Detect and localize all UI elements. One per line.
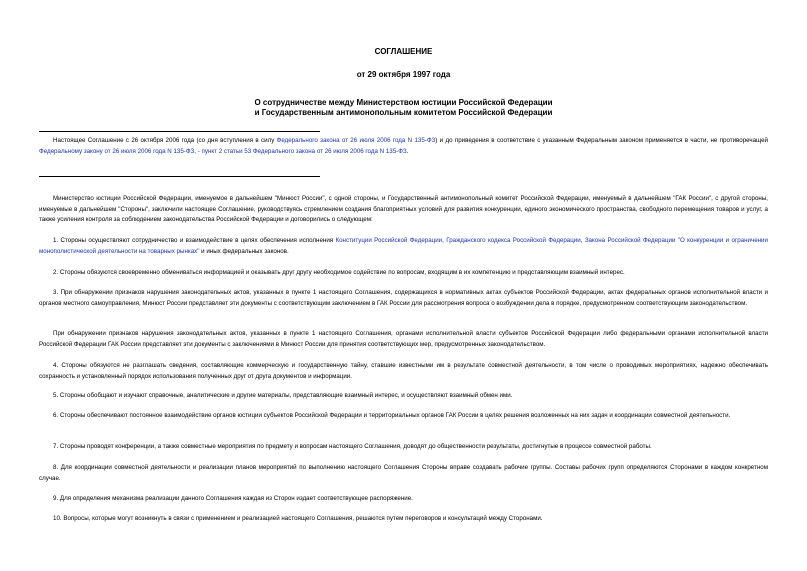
editorial-note xyxy=(39,136,768,157)
separator: , xyxy=(442,237,447,244)
paragraph-4: 4. Стороны обязуются не разглашать сведения, составляющие коммерческую и государственную тайну, ставшие известными им в результате совместной деятельности, в том числе о проводимых мероприятиях, надежно обеспечивать сохранность и установленный порядок использования полученных друг от друга документов и информации. xyxy=(39,362,768,380)
paragraph-6: 6. Стороны обеспечивают постоянное взаимодействие органов юстиции субъектов Российской Федерации и территориальных органов ГАК России в целях решения возложенных на них задач и координации совместной деятельности. xyxy=(53,412,731,419)
paragraph-3: 3. При обнаружении признаков нарушения законодательных актов, указанных в пункте 1 настоящего Соглашения, содержащихся в нормативных актах субъектов Российской Федерации, актах федеральных органов исполнительной власти и органов местного самоуправления, Минюст России представляет эти документы с соответствующим заключением в ГАК России для рассмотрения вопроса о возбуждении дела в порядке, предусмотренном соответствующим законодательством. xyxy=(39,289,768,307)
paragraph-8: 8. Для координации совместной деятельности и реализации планов мероприятий по выполнению настоящего Соглашения Стороны вправе создавать рабочие группы. Составы рабочих групп определяются Сторонами в каждом конкретном случае. xyxy=(39,464,768,482)
separator: , xyxy=(580,237,585,244)
paragraph-1 xyxy=(39,236,768,257)
paragraph-1-text-2: и иных федеральных законов. xyxy=(199,247,289,255)
document-title: СОГЛАШЕНИЕ xyxy=(374,47,433,56)
paragraph-5: 5. Стороны обобщают и изучают справочные, аналитические и другие материалы, представляющие взаимный интерес, и осуществляют взаимный обмен ими. xyxy=(53,392,513,399)
document-subtitle-line-2: и Государственным антимонопольным комитетом Российской Федерации xyxy=(254,108,553,117)
note-text-3: . xyxy=(406,147,409,155)
federal-law-article-link[interactable]: Федеральному закону от 26 июля 2006 года N 135-ФЗ, - пункт 2 статьи 53 Федерального закона от 26 июля 2006 года N 135-ФЗ xyxy=(39,147,407,155)
paragraph-9: 9. Для определения механизма реализации данного Соглашения каждая из Сторон издает соответствующее распоряжение. xyxy=(53,495,413,502)
paragraph-7: 7. Стороны проводят конференции, а также совместные мероприятия по предмету и вопросам настоящего Соглашения, доводят до общественности результаты, достигнутые в процессе совместной работы. xyxy=(53,443,652,450)
note-top-divider xyxy=(39,131,320,132)
paragraph-10: 10. Вопросы, которые могут возникнуть в связи с применением и реализацией настоящего Соглашения, решаются путем переговоров и консультаций между Сторонами. xyxy=(53,515,543,522)
intro-paragraph: Министерство юстиции Российской Федерации, именуемое в дальнейшем "Минюст России", с одной стороны, и Государственный антимонопольный комитет Российской Федерации, именуемый в дальнейшем "ГАК России", с другой стороны, именуемые в дальнейшем "Стороны", заключили настоящее Соглашение, руководствуясь стремлением создания благоприятных условий для развития конкуренции, единого экономического пространства, свободного перемещения товаров и услуг, а также усиления контроля за соблюдением законодательства Российской Федерации и договорились о следующем: xyxy=(39,195,768,224)
note-bottom-divider xyxy=(39,176,320,177)
paragraph-2: 2. Стороны обязуются своевременно обмениваться информацией и оказывать друг другу необходимое содействие по вопросам, входящим в их компетенцию и представляющим взаимный интерес. xyxy=(53,269,625,276)
civil-code-link[interactable]: Гражданского кодекса Российской Федерации xyxy=(446,237,581,244)
constitution-link[interactable]: Конституции Российской Федерации xyxy=(335,237,443,244)
federal-law-link[interactable]: Федерального закона от 26 июля 2006 года N 135-ФЗ xyxy=(276,137,436,144)
competition-law-link[interactable]: Закона Российской Федерации "О конкуренции и ограничении монополистической деятельности на товарных рынках" xyxy=(39,237,768,255)
paragraph-3-continued: При обнаружении признаков нарушения законодательных актов, указанных в пункте 1 настоящего Соглашения, органами исполнительной власти субъектов Российской Федерации либо федеральными органами исполнительной власти Российской Федерации ГАК России представляет эти документы с заключениями в Минюст России для принятия соответствующих мер, предусмотренных законодательством. xyxy=(39,330,768,348)
paragraph-1-text-1: 1. Стороны осуществляют сотрудничество и взаимодействие в целях обеспечения исполнения xyxy=(53,237,336,244)
document-date: от 29 октября 1997 года xyxy=(356,70,451,79)
document-subtitle-line-1: О сотрудничестве между Министерством юстиции Российской Федерации xyxy=(254,98,553,107)
note-text-2: ) и до приведения в соответствие с указанным Федеральным законом применяется в части, не противоречащей xyxy=(435,137,768,144)
note-text-1: Настоящее Соглашение с 26 октября 2006 года (со дня вступления в силу xyxy=(53,137,277,144)
